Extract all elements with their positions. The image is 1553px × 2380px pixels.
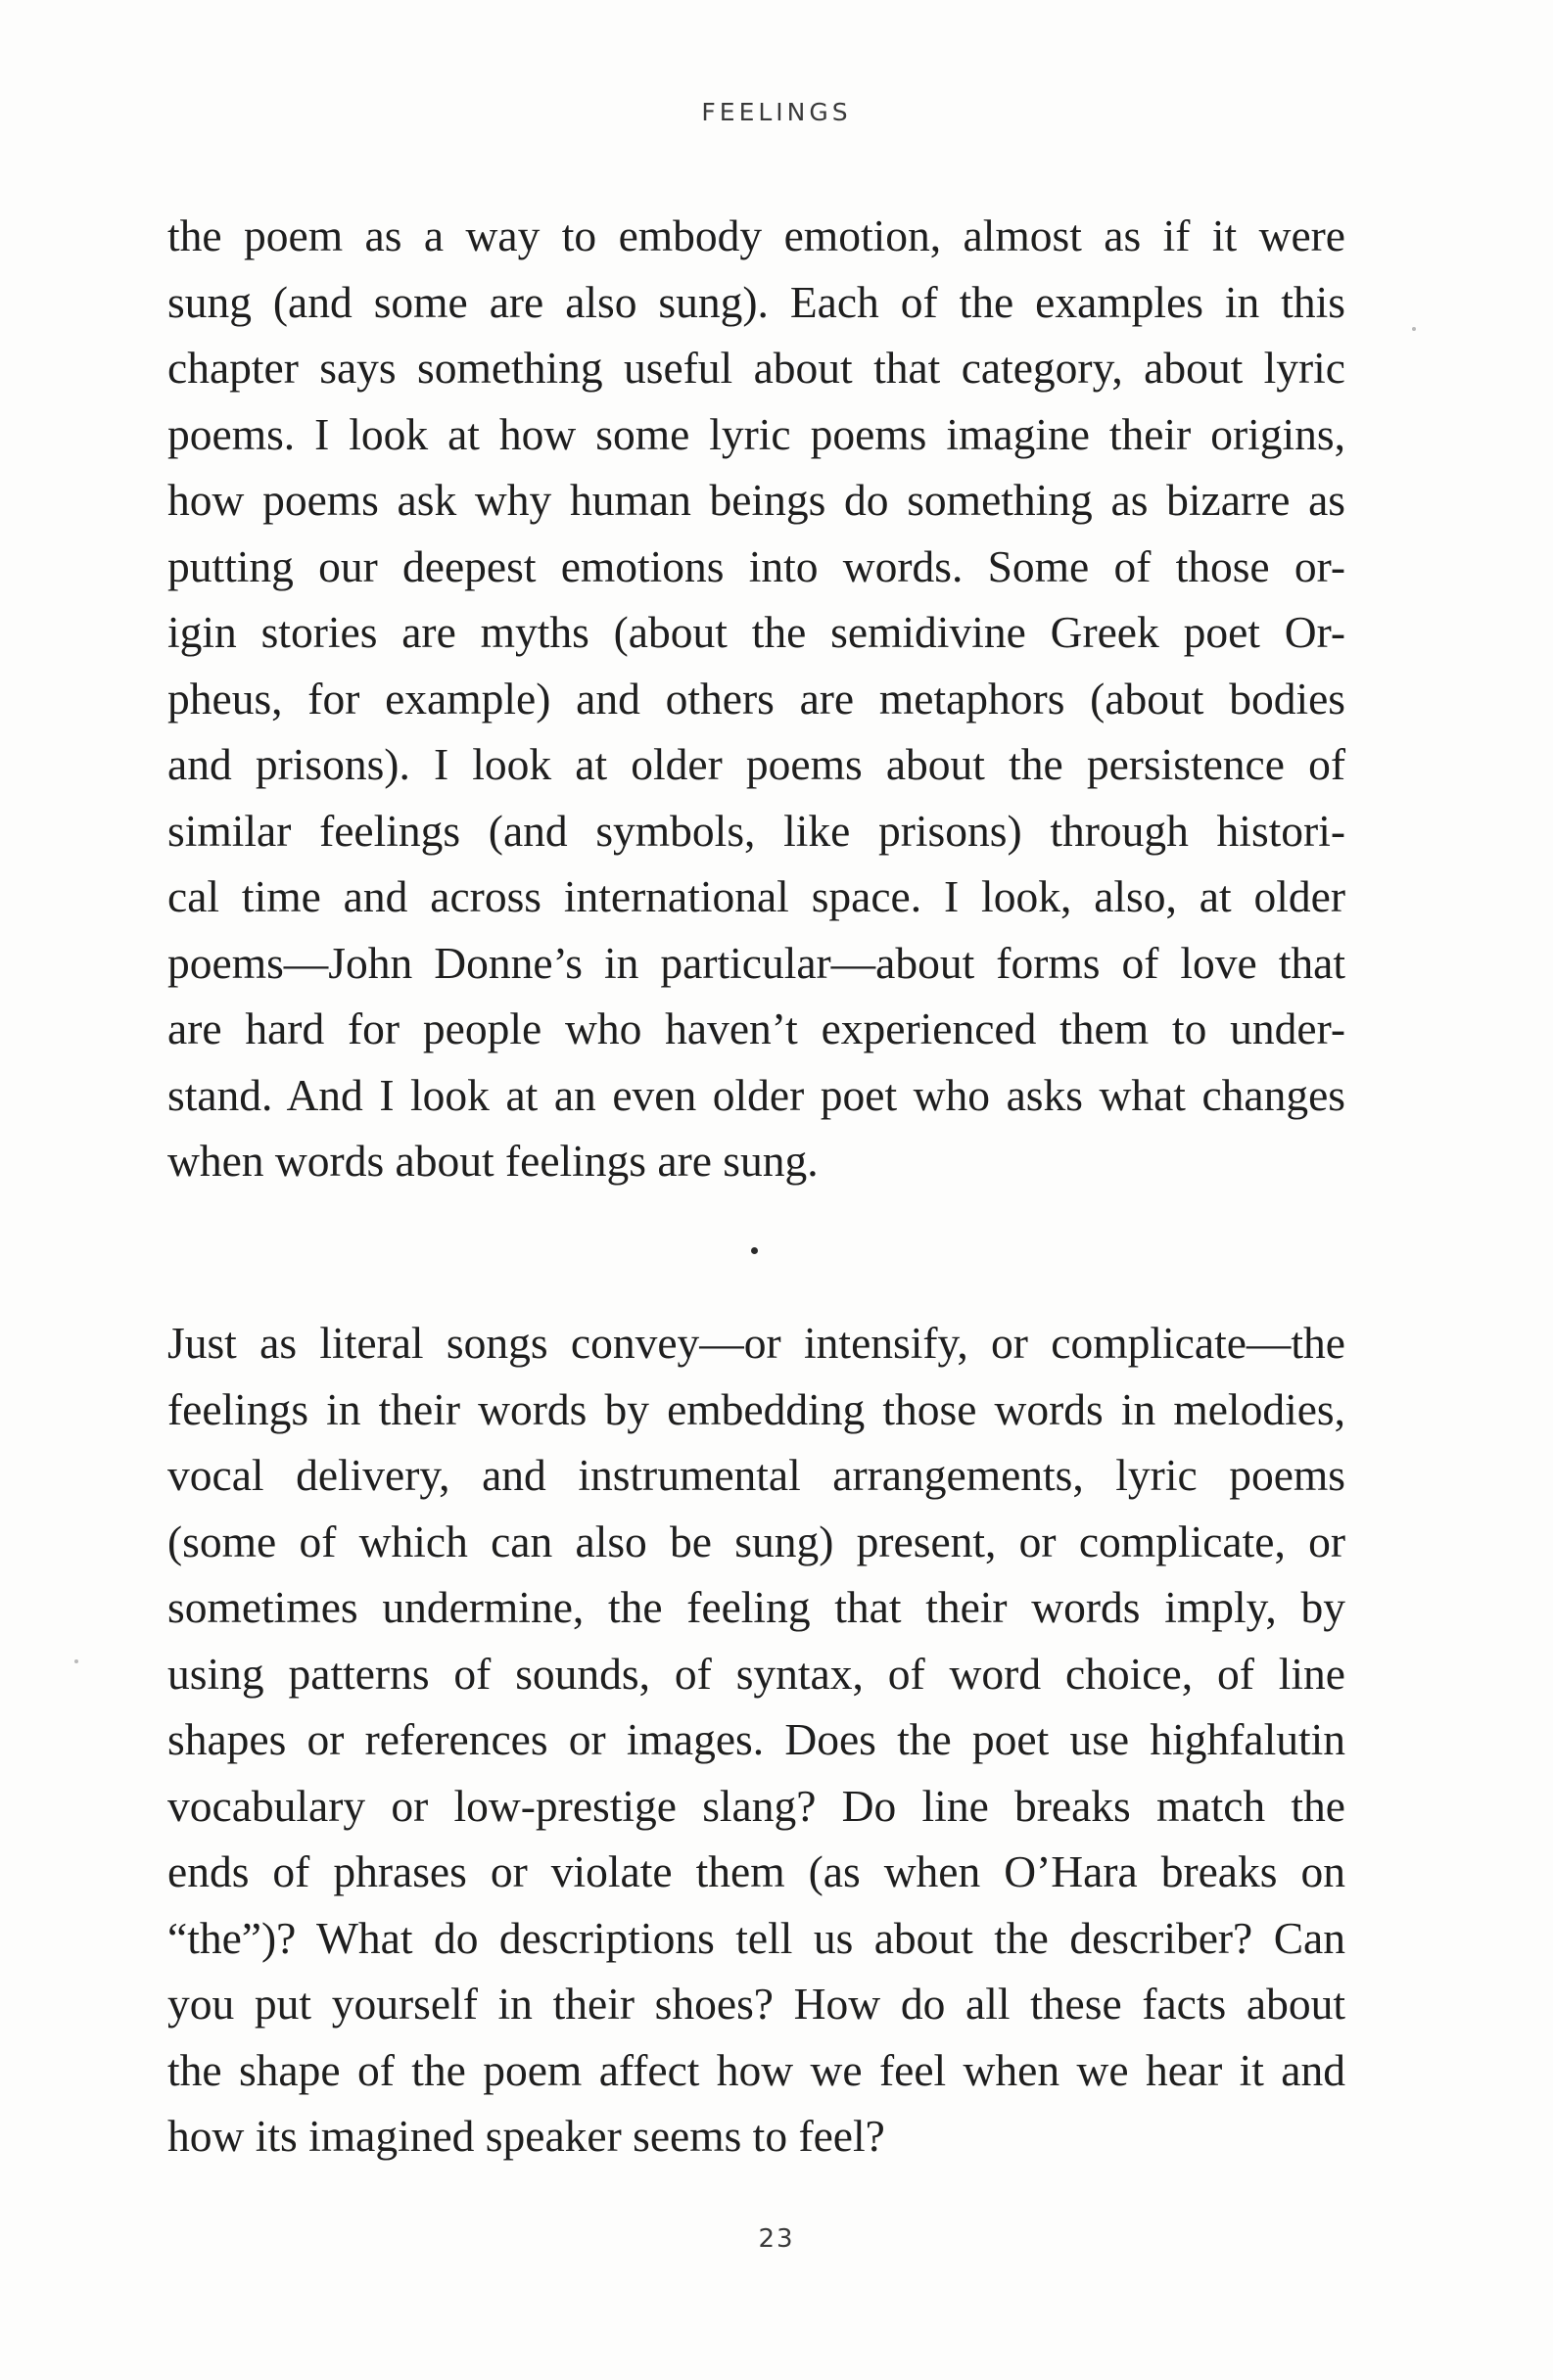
text-line: sung (and some are also sung). Each of the examples in this	[167, 276, 1345, 327]
text-line: (some of which can also be sung) present, or complicate, or	[167, 1516, 1345, 1566]
text-line: and prisons). I look at older poems about the persistence of	[167, 739, 1345, 789]
text-line: the shape of the poem affect how we feel when we hear it and	[167, 2044, 1345, 2095]
text-line: sometimes undermine, the feeling that their words imply, by	[167, 1582, 1345, 1632]
paper-speck	[1412, 327, 1416, 331]
paper-speck	[74, 1659, 78, 1663]
paragraph-1	[167, 203, 1345, 1194]
section-break-bullet	[751, 1247, 758, 1254]
text-line: “the”)? What do descriptions tell us about the describer? Can	[167, 1912, 1345, 1963]
text-line: stand. And I look at an even older poet who asks what changes	[167, 1069, 1345, 1120]
text-line: how poems ask why human beings do something as bizarre as	[167, 475, 1345, 525]
text-line: vocabulary or low-prestige slang? Do line breaks match the	[167, 1780, 1345, 1831]
text-line: are hard for people who haven’t experienced them to under-	[167, 1003, 1345, 1053]
running-head: FEELINGS	[701, 98, 852, 126]
text-line: vocal delivery, and instrumental arrangements, lyric poems	[167, 1450, 1345, 1500]
text-line: shapes or references or images. Does the poet use highfalutin	[167, 1714, 1345, 1764]
text-line: putting our deepest emotions into words. Some of those or-	[167, 540, 1345, 591]
text-line: similar feelings (and symbols, like prisons) through histori-	[167, 805, 1345, 856]
text-line: cal time and across international space. I look, also, at older	[167, 871, 1345, 921]
paragraph-2	[167, 1310, 1345, 2170]
text-line: poems. I look at how some lyric poems imagine their origins,	[167, 408, 1345, 459]
text-line: Just as literal songs convey—or intensify, or complicate—the	[167, 1318, 1345, 1368]
text-line: poems—John Donne’s in particular—about forms of love that	[167, 937, 1345, 988]
text-line: pheus, for example) and others are metaphors (about bodies	[167, 673, 1345, 723]
text-line: chapter says something useful about that category, about lyric	[167, 343, 1345, 393]
text-line: you put yourself in their shoes? How do all these facts about	[167, 1979, 1345, 2029]
text-line: feelings in their words by embedding those words in melodies,	[167, 1383, 1345, 1434]
text-line: how its imagined speaker seems to feel?	[167, 2111, 885, 2161]
text-line: using patterns of sounds, of syntax, of word choice, of line	[167, 1648, 1345, 1699]
page-number: 23	[758, 2224, 795, 2254]
text-line: the poem as a way to embody emotion, almost as if it were	[167, 210, 1345, 260]
text-line: ends of phrases or violate them (as when O’Hara breaks on	[167, 1846, 1345, 1896]
text-line: when words about feelings are sung.	[167, 1136, 819, 1186]
text-line: igin stories are myths (about the semidivine Greek poet Or-	[167, 607, 1345, 657]
